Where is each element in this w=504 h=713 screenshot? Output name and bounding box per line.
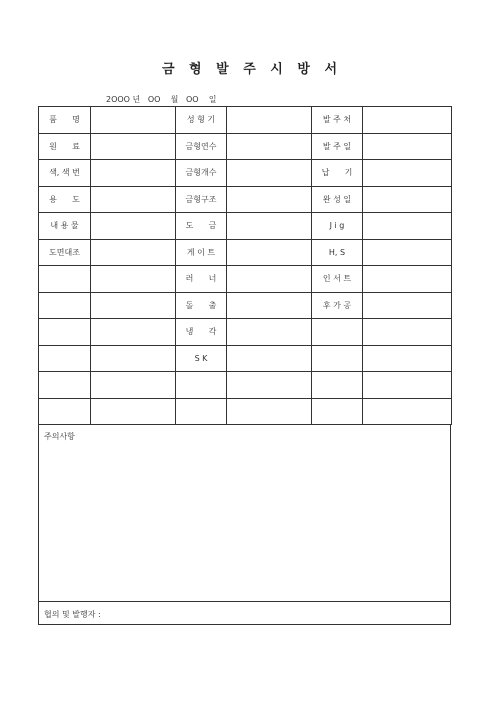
table-row (39, 107, 452, 134)
cell-label-a: 원 료 (39, 133, 91, 160)
cell-label-c: 발 주 처 (312, 107, 363, 134)
cell-value-a[interactable] (91, 133, 176, 160)
cell-label-c: 납 기 (312, 160, 363, 187)
cell-label-b: 냉 각 (176, 319, 227, 346)
cell-value-c[interactable] (363, 319, 452, 346)
cell-value-c[interactable] (363, 266, 452, 293)
cell-label-a (39, 398, 91, 425)
cell-label-a (39, 266, 91, 293)
cell-label-a (39, 319, 91, 346)
cell-value-a[interactable] (91, 372, 176, 399)
table-row (39, 160, 452, 187)
cell-label-b: 금형개수 (176, 160, 227, 187)
cell-value-a[interactable] (91, 398, 176, 425)
cell-label-c (312, 372, 363, 399)
cell-label-b: 금형연수 (176, 133, 227, 160)
cell-label-c: 완 성 일 (312, 186, 363, 213)
table-row (39, 186, 452, 213)
cell-value-a[interactable] (91, 266, 176, 293)
cell-value-b[interactable] (227, 292, 312, 319)
cell-label-c: J i g (312, 213, 363, 240)
cell-label-b: 게 이 트 (176, 239, 227, 266)
cell-value-a[interactable] (91, 186, 176, 213)
cell-label-c (312, 319, 363, 346)
table-row (39, 372, 452, 399)
cell-value-c[interactable] (363, 398, 452, 425)
cell-value-b[interactable] (227, 239, 312, 266)
cell-value-b[interactable] (227, 266, 312, 293)
cell-value-a[interactable] (91, 345, 176, 372)
cell-value-b[interactable] (227, 319, 312, 346)
cell-value-c[interactable] (363, 213, 452, 240)
cell-value-b[interactable] (227, 160, 312, 187)
date-line: 2OOO 년 OO 월 OO 일 (106, 95, 217, 104)
cell-value-a[interactable] (91, 239, 176, 266)
cell-label-b: 도 금 (176, 213, 227, 240)
table-row (39, 133, 452, 160)
cell-label-c (312, 398, 363, 425)
cell-label-b: 러 너 (176, 266, 227, 293)
table-row (39, 319, 452, 346)
cell-label-c: H, S (312, 239, 363, 266)
cell-value-b[interactable] (227, 213, 312, 240)
cell-label-a: 내 용 물 (39, 213, 91, 240)
notes-box (38, 424, 451, 625)
cell-value-a[interactable] (91, 292, 176, 319)
cell-label-c: 인 서 트 (312, 266, 363, 293)
cell-label-b: 금형구조 (176, 186, 227, 213)
cell-label-a (39, 372, 91, 399)
cell-label-b: S K (176, 345, 227, 372)
table-row (39, 213, 452, 240)
cell-value-c[interactable] (363, 133, 452, 160)
cell-value-b[interactable] (227, 107, 312, 134)
cell-value-c[interactable] (363, 345, 452, 372)
cell-label-a: 도면대조 (39, 239, 91, 266)
cell-value-b[interactable] (227, 186, 312, 213)
notes-label: 주의사항 (44, 432, 75, 441)
cell-label-a (39, 345, 91, 372)
cell-label-a: 품 명 (39, 107, 91, 134)
cell-value-a[interactable] (91, 107, 176, 134)
cell-label-b: 성 형 기 (176, 107, 227, 134)
cell-label-b (176, 372, 227, 399)
cell-value-c[interactable] (363, 292, 452, 319)
cell-value-b[interactable] (227, 398, 312, 425)
table-row (39, 292, 452, 319)
issuer-label: 협의 및 발행자 : (44, 610, 101, 619)
order-form-table (38, 106, 452, 425)
cell-label-c: 후 가 공 (312, 292, 363, 319)
cell-label-c (312, 345, 363, 372)
table-row (39, 239, 452, 266)
footer-divider (39, 601, 450, 602)
cell-label-b (176, 398, 227, 425)
cell-value-b[interactable] (227, 372, 312, 399)
cell-value-c[interactable] (363, 186, 452, 213)
cell-label-c: 발 주 일 (312, 133, 363, 160)
cell-value-a[interactable] (91, 213, 176, 240)
cell-value-b[interactable] (227, 345, 312, 372)
table-row (39, 398, 452, 425)
cell-value-a[interactable] (91, 160, 176, 187)
cell-value-c[interactable] (363, 372, 452, 399)
cell-value-a[interactable] (91, 319, 176, 346)
cell-label-b: 돌 출 (176, 292, 227, 319)
cell-value-c[interactable] (363, 160, 452, 187)
cell-value-b[interactable] (227, 133, 312, 160)
cell-value-c[interactable] (363, 239, 452, 266)
document-title: 금 형 발 주 시 방 서 (161, 62, 343, 77)
cell-label-a (39, 292, 91, 319)
table-row (39, 345, 452, 372)
table-row (39, 266, 452, 293)
cell-label-a: 색, 색 번 (39, 160, 91, 187)
cell-label-a: 용 도 (39, 186, 91, 213)
cell-value-c[interactable] (363, 107, 452, 134)
